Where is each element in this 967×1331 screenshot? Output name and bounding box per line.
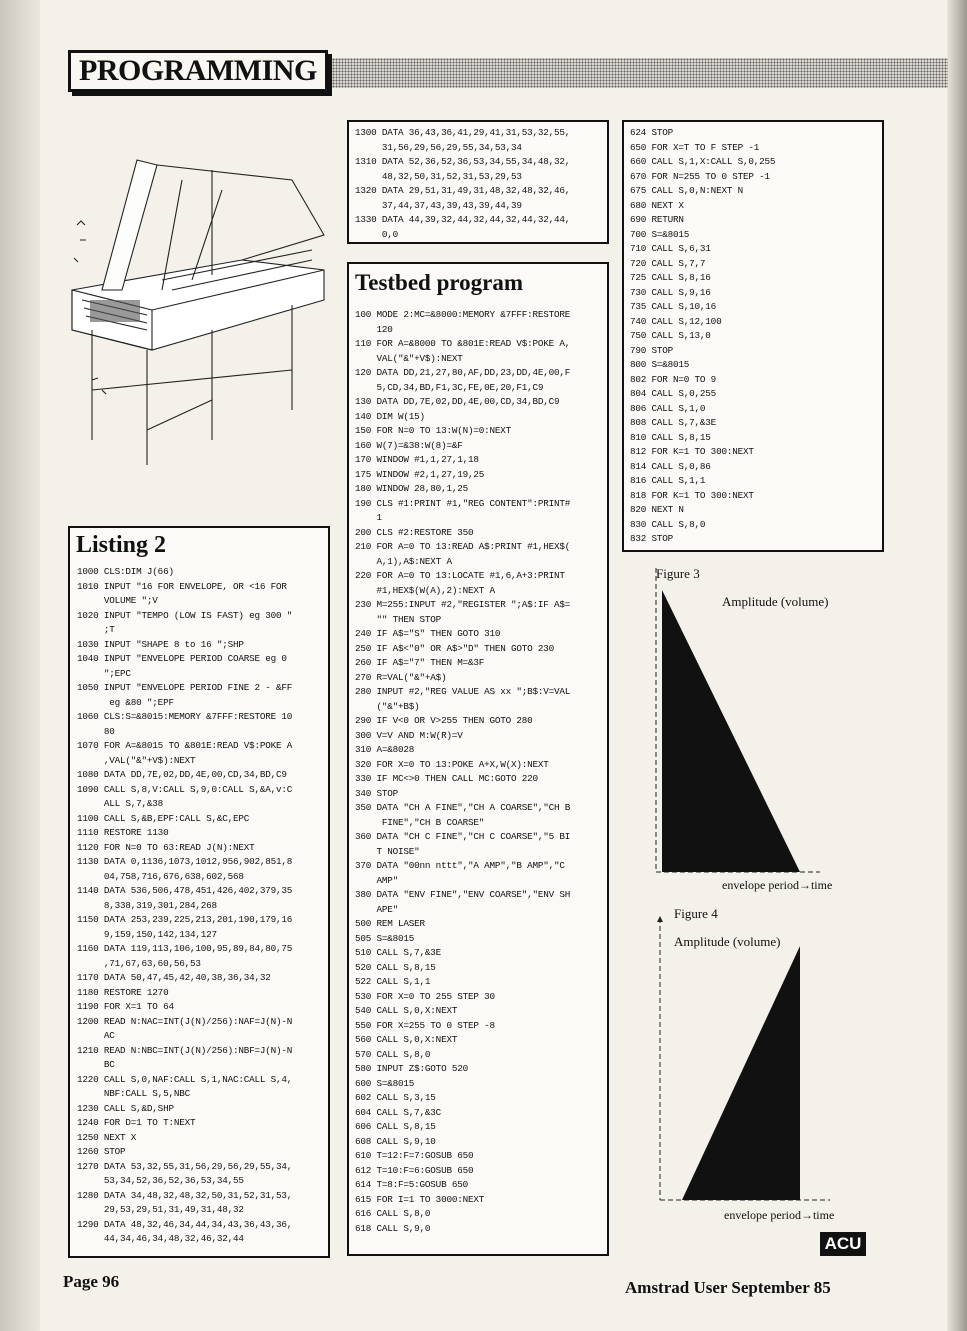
code-line: ,71,67,63,60,56,53 (77, 957, 201, 969)
code-line: FINE","CH B COARSE" (355, 816, 485, 828)
code-line: 700 S=&8015 (630, 228, 690, 240)
code-line: 675 CALL S,0,N:NEXT N (630, 185, 743, 196)
listing2-continued-code (355, 126, 607, 242)
code-line: 1210 READ N:NBC=INT(J(N)/256):NBF=J(N)-N (77, 1044, 293, 1056)
code-line: 750 CALL S,13,0 (630, 330, 711, 341)
code-line: 190 CLS #1:PRINT #1,"REG CONTENT":PRINT# (355, 497, 571, 509)
code-line: eg &80 ";EPF (77, 696, 174, 708)
code-line: 1280 DATA 34,48,32,48,32,50,31,52,31,53, (77, 1189, 293, 1201)
code-line: 520 CALL S,8,15 (355, 961, 436, 973)
code-line: 1140 DATA 536,506,478,451,426,402,379,35 (77, 885, 293, 896)
code-line: 602 CALL S,3,15 (355, 1092, 436, 1103)
code-line: 1260 STOP (77, 1146, 126, 1157)
code-line: 1310 DATA 52,36,52,36,53,34,55,34,48,32, (355, 156, 571, 167)
listing2-title: Listing 2 (76, 532, 167, 558)
code-line: VOLUME ";V (77, 595, 158, 606)
code-line: 1050 INPUT "ENVELOPE PERIOD FINE 2 - &FF (77, 682, 293, 693)
code-line: 260 IF A$="7" THEN M=&3F (355, 657, 485, 668)
code-line: T NOISE" (355, 845, 420, 857)
code-line: VAL("&"+V$):NEXT (355, 352, 463, 364)
code-line: 37,44,37,43,39,43,39,44,39 (355, 199, 522, 211)
code-line: 1110 RESTORE 1130 (77, 827, 169, 838)
code-line: 804 CALL S,0,255 (630, 388, 717, 399)
code-line: 720 CALL S,7,7 (630, 257, 706, 269)
code-line: 1000 CLS:DIM J(66) (77, 566, 174, 577)
figure3 (650, 566, 870, 896)
figure3-ylabel: Amplitude (volume) (722, 594, 829, 609)
code-line: 130 DATA DD,7E,02,DD,4E,00,CD,34,BD,C9 (355, 396, 560, 407)
code-line: 380 DATA "ENV FINE","ENV COARSE","ENV SH (355, 889, 571, 900)
code-line: 510 CALL S,7,&3E (355, 947, 442, 958)
code-line: 615 FOR I=1 TO 3000:NEXT (355, 1193, 485, 1205)
code-line: 505 S=&8015 (355, 932, 415, 944)
code-line: 1290 DATA 48,32,46,34,44,34,43,36,43,36, (77, 1218, 293, 1230)
code-line: 175 WINDOW #2,1,27,19,25 (355, 468, 485, 480)
testbed-box (347, 262, 609, 1256)
code-line: 1300 DATA 36,43,36,41,29,41,31,53,32,55, (355, 127, 571, 138)
figure3-graph (650, 566, 870, 896)
testbed-code (355, 308, 607, 1236)
code-line: 1190 FOR X=1 TO 64 (77, 1001, 174, 1012)
code-line: 1030 INPUT "SHAPE 8 to 16 ";SHP (77, 638, 244, 650)
code-line: 1160 DATA 119,113,106,100,95,89,84,80,75 (77, 943, 293, 954)
code-line: 806 CALL S,1,0 (630, 402, 706, 414)
code-line: 1120 FOR N=0 TO 63:READ J(N):NEXT (77, 841, 255, 853)
code-line: 1 (355, 512, 382, 523)
code-line: 570 CALL S,8,0 (355, 1048, 431, 1060)
code-line: 53,34,52,36,52,36,53,34,55 (77, 1175, 244, 1186)
code-line: 608 CALL S,9,10 (355, 1135, 436, 1147)
code-line: AMP" (355, 874, 399, 886)
code-line: 140 DIM W(15) (355, 410, 425, 422)
code-line: 710 CALL S,6,31 (630, 243, 711, 254)
code-line: 1060 CLS:S=&8015:MEMORY &7FFF:RESTORE 10 (77, 711, 293, 722)
page-left-edge (0, 0, 40, 1331)
code-line: 9,159,150,142,134,127 (77, 928, 217, 940)
code-line: 816 CALL S,1,1 (630, 475, 706, 486)
figure4-xlabel: envelope period→time (724, 1208, 835, 1222)
magazine-issue: Amstrad User September 85 (625, 1278, 831, 1297)
code-line: 690 RETURN (630, 214, 684, 225)
code-line: 540 CALL S,0,X:NEXT (355, 1005, 458, 1016)
code-line: 740 CALL S,12,100 (630, 315, 722, 327)
code-line: APE" (355, 903, 399, 915)
code-line: 612 T=10:F=6:GOSUB 650 (355, 1164, 474, 1176)
code-line: 04,758,716,676,638,602,568 (77, 870, 244, 882)
code-line: 160 W(7)=&38:W(8)=&F (355, 439, 463, 451)
code-line: 818 FOR K=1 TO 300:NEXT (630, 489, 754, 501)
figure3-title: Figure 3 (656, 566, 700, 581)
code-line: 808 CALL S,7,&3E (630, 417, 717, 428)
code-line: 220 FOR A=0 TO 13:LOCATE #1,6,A+3:PRINT (355, 570, 565, 581)
code-line: 1130 DATA 0,1136,1073,1012,956,902,851,8 (77, 856, 293, 867)
code-line: 230 M=255:INPUT #2,"REGISTER ";A$:IF A$= (355, 599, 571, 610)
code-line: 730 CALL S,9,16 (630, 286, 711, 298)
code-line: 340 STOP (355, 787, 399, 799)
listing2-box (68, 526, 330, 1258)
figure4-title: Figure 4 (674, 906, 718, 921)
code-line: 814 CALL S,0,86 (630, 460, 711, 472)
code-line: 210 FOR A=0 TO 13:READ A$:PRINT #1,HEX$( (355, 541, 571, 552)
code-line: #1,HEX$(W(A),2):NEXT A (355, 584, 495, 596)
code-line: 616 CALL S,8,0 (355, 1208, 431, 1219)
code-line: 110 FOR A=&8000 TO &801E:READ V$:POKE A, (355, 338, 571, 349)
code-line: NBF:CALL S,5,NBC (77, 1088, 190, 1099)
code-line: 604 CALL S,7,&3C (355, 1106, 442, 1118)
code-line: 550 FOR X=255 TO 0 STEP -8 (355, 1019, 495, 1031)
code-line: 8,338,319,301,284,268 (77, 899, 217, 911)
code-line: 812 FOR K=1 TO 300:NEXT (630, 446, 754, 457)
figure3-xlabel: envelope period→time (722, 878, 833, 892)
code-line: 830 CALL S,8,0 (630, 518, 706, 530)
code-line: 170 WINDOW #1,1,27,1,18 (355, 454, 479, 465)
code-line: 360 DATA "CH C FINE","CH C COARSE","5 BI (355, 831, 571, 842)
code-line: 832 STOP (630, 533, 674, 544)
code-line: "" THEN STOP (355, 613, 442, 625)
code-line: ALL S,7,&38 (77, 798, 164, 809)
listing2-continued-box (347, 120, 609, 244)
section-header (68, 50, 948, 90)
code-line: 1200 READ N:NAC=INT(J(N)/256):NAF=J(N)-N (77, 1015, 293, 1027)
page-right-edge (947, 0, 967, 1331)
code-line: 725 CALL S,8,16 (630, 272, 711, 283)
code-line: 270 R=VAL("&"+A$) (355, 671, 447, 683)
code-line: 1270 DATA 53,32,55,31,56,29,56,29,55,34, (77, 1160, 293, 1172)
testbed-title: Testbed program (355, 270, 524, 295)
code-line: 1020 INPUT "TEMPO (LOW IS FAST) eg 300 " (77, 609, 293, 621)
code-line: 250 IF A$<"0" OR A$>"D" THEN GOTO 230 (355, 642, 555, 654)
code-line: 802 FOR N=0 TO 9 (630, 373, 717, 385)
code-line: 820 NEXT N (630, 504, 684, 515)
code-line: 606 CALL S,8,15 (355, 1121, 436, 1132)
code-line: 44,34,46,34,48,32,46,32,44 (77, 1233, 244, 1244)
code-line: 560 CALL S,0,X:NEXT (355, 1034, 458, 1045)
code-line: 670 FOR N=255 TO 0 STEP -1 (630, 170, 770, 182)
code-line: ,VAL("&"+V$):NEXT (77, 754, 196, 766)
code-line: 660 CALL S,1,X:CALL S,0,255 (630, 156, 776, 167)
code-line: 600 S=&8015 (355, 1077, 415, 1089)
code-line: 280 INPUT #2,"REG VALUE AS xx ";B$:V=VAL (355, 686, 571, 697)
code-line: 310 A=&8028 (355, 744, 415, 755)
code-line: 618 CALL S,9,0 (355, 1222, 431, 1234)
code-line: 580 INPUT Z$:GOTO 520 (355, 1063, 468, 1074)
harpsichord-illustration (62, 140, 332, 470)
code-line: 290 IF V<0 OR V>255 THEN GOTO 280 (355, 715, 533, 726)
code-line: 350 DATA "CH A FINE","CH A COARSE","CH B (355, 802, 571, 813)
code-line: 1040 INPUT "ENVELOPE PERIOD COARSE eg 0 (77, 653, 287, 664)
code-line: 614 T=8:F=5:GOSUB 650 (355, 1179, 468, 1190)
acu-logo: ACU (820, 1232, 866, 1256)
header-dotted-bar (320, 58, 948, 88)
code-line: 120 (355, 323, 393, 335)
code-line: 1250 NEXT X (77, 1131, 137, 1143)
figure3-amplitude-shape (662, 590, 800, 872)
code-line: 1100 CALL S,&B,EPF:CALL S,&C,EPC (77, 812, 250, 824)
code-line: 0,0 (355, 228, 399, 240)
code-line: 1170 DATA 50,47,45,42,40,38,36,34,32 (77, 972, 271, 983)
code-line: 5,CD,34,BD,F1,3C,FE,0E,20,F1,C9 (355, 381, 544, 393)
code-line: 150 FOR N=0 TO 13:W(N)=0:NEXT (355, 425, 511, 436)
code-line: ;T (77, 624, 115, 635)
code-line: 1090 CALL S,8,V:CALL S,9,0:CALL S,&A,v:C (77, 783, 293, 795)
code-line: 1320 DATA 29,51,31,49,31,48,32,48,32,46, (355, 185, 571, 196)
testbed-continued-code (630, 126, 882, 547)
code-line: ";EPC (77, 667, 131, 679)
code-line: 500 REM LASER (355, 918, 425, 929)
code-line: 790 STOP (630, 344, 674, 356)
figure4-graph (650, 904, 870, 1224)
code-line: ("&"+B$) (355, 700, 420, 712)
section-title: PROGRAMMING (79, 54, 317, 87)
code-line: 680 NEXT X (630, 199, 684, 211)
code-line: 1010 INPUT "16 FOR ENVELOPE, OR <16 FOR (77, 580, 287, 592)
code-line: 624 STOP (630, 127, 674, 138)
section-title-box (68, 50, 328, 92)
code-line: 610 T=12:F=7:GOSUB 650 (355, 1150, 474, 1161)
code-line: 800 S=&8015 (630, 359, 690, 370)
code-line: 330 IF MC<>0 THEN CALL MC:GOTO 220 (355, 773, 538, 784)
code-line: AC (77, 1030, 115, 1041)
code-line: 1070 FOR A=&8015 TO &801E:READ V$:POKE A (77, 740, 293, 751)
listing2-code (77, 565, 328, 1247)
code-line: 120 DATA DD,21,27,80,AF,DD,23,DD,4E,00,F (355, 367, 571, 378)
code-line: 1330 DATA 44,39,32,44,32,44,32,44,32,44, (355, 214, 571, 225)
code-line: 100 MODE 2:MC=&8000:MEMORY &7FFF:RESTORE (355, 309, 571, 320)
code-line: A,1),A$:NEXT A (355, 555, 452, 567)
code-line: 1150 DATA 253,239,225,213,201,190,179,16 (77, 914, 293, 925)
code-line: 29,53,29,51,31,49,31,48,32 (77, 1204, 244, 1215)
code-line: 1230 CALL S,&D,SHP (77, 1102, 174, 1114)
code-line: 80 (77, 725, 115, 737)
code-line: 200 CLS #2:RESTORE 350 (355, 526, 474, 538)
code-line: 320 FOR X=0 TO 13:POKE A+X,W(X):NEXT (355, 758, 549, 770)
code-line: 522 CALL S,1,1 (355, 976, 431, 987)
code-line: 48,32,50,31,52,31,53,29,53 (355, 170, 522, 182)
code-line: 240 IF A$="S" THEN GOTO 310 (355, 628, 501, 639)
figure4-ylabel: Amplitude (volume) (674, 934, 781, 949)
code-line: 1080 DATA DD,7E,02,DD,4E,00,CD,34,BD,C9 (77, 769, 287, 780)
code-line: 735 CALL S,10,16 (630, 301, 717, 312)
code-line: 1240 FOR D=1 TO T:NEXT (77, 1117, 196, 1128)
code-line: 180 WINDOW 28,80,1,25 (355, 483, 468, 494)
figure4-amplitude-shape (682, 946, 800, 1200)
code-line: 650 FOR X=T TO F STEP -1 (630, 141, 760, 153)
code-line: 300 V=V AND M:W(R)=V (355, 729, 463, 741)
code-line: 370 DATA "00nn nttt","A AMP","B AMP","C (355, 860, 565, 871)
code-line: 1180 RESTORE 1270 (77, 986, 169, 998)
page-number: Page 96 (63, 1272, 120, 1291)
code-line: 530 FOR X=0 TO 255 STEP 30 (355, 990, 495, 1002)
code-line: 1220 CALL S,0,NAF:CALL S,1,NAC:CALL S,4, (77, 1073, 293, 1085)
testbed-continued-box (622, 120, 884, 552)
figure4 (650, 904, 870, 1224)
code-line: BC (77, 1059, 115, 1070)
code-line: 31,56,29,56,29,55,34,53,34 (355, 141, 522, 153)
code-line: 810 CALL S,8,15 (630, 431, 711, 443)
